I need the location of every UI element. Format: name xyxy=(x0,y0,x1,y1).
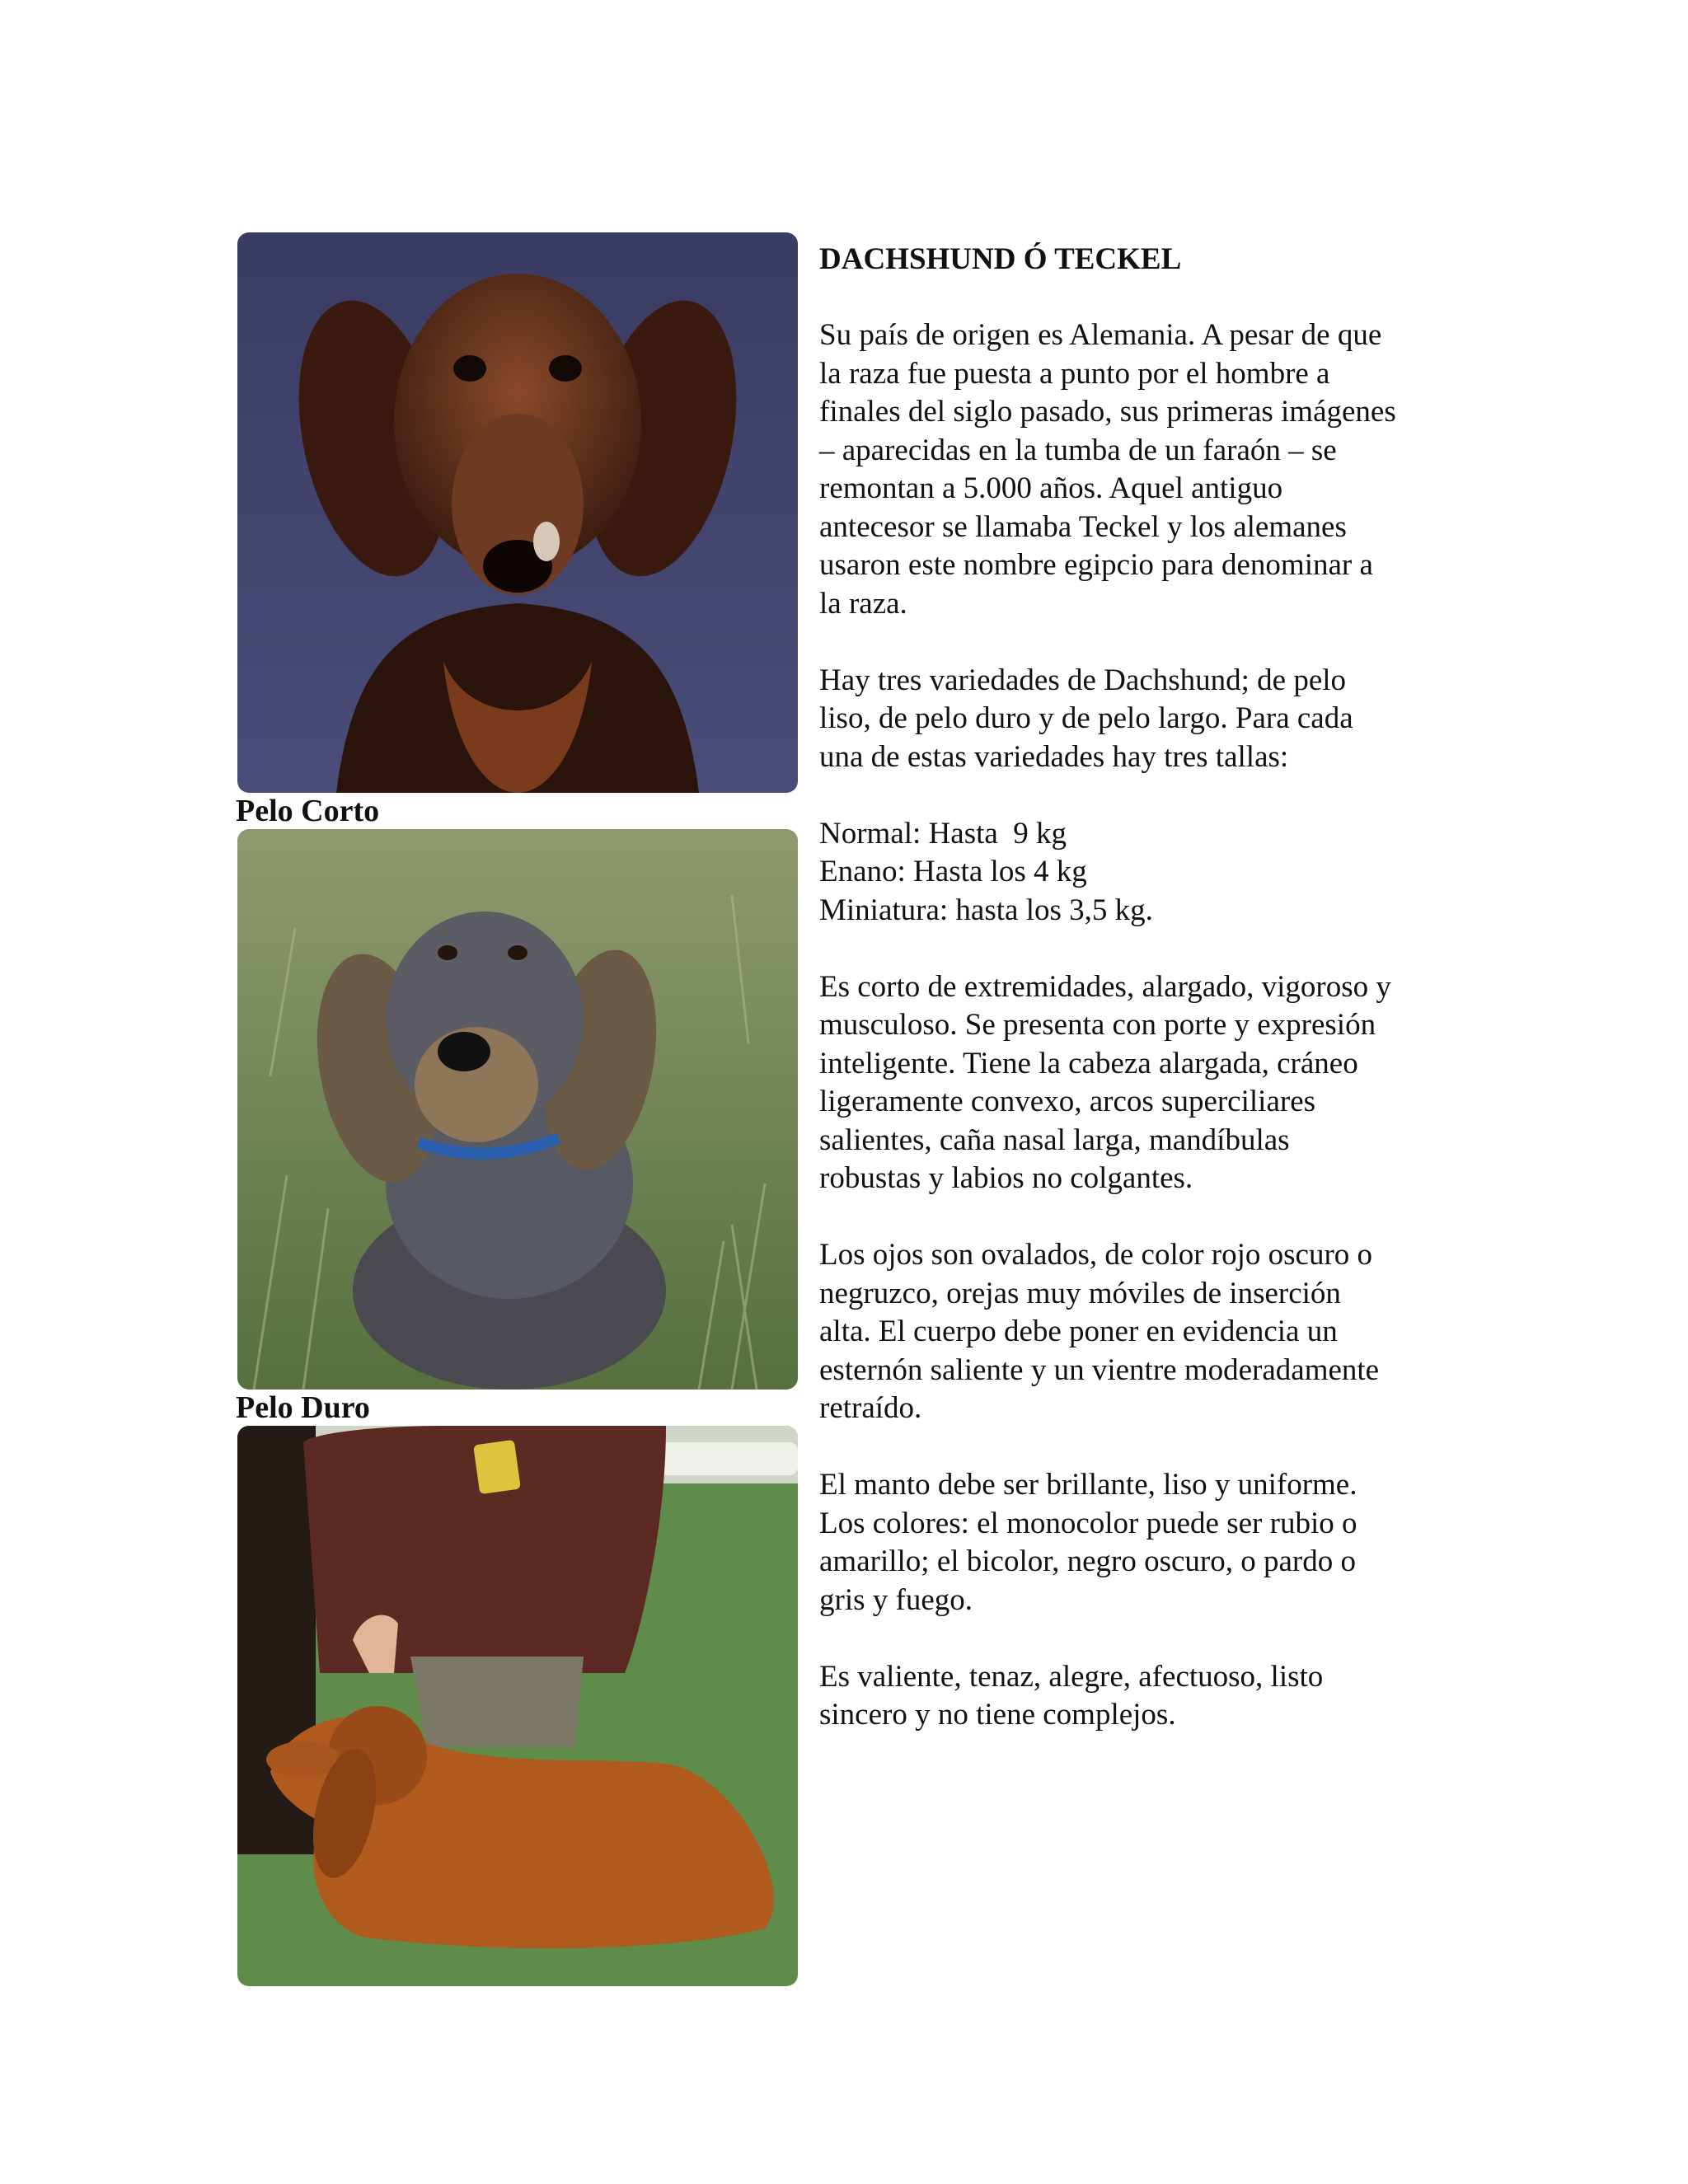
paragraph-line: El manto debe ser brillante, liso y uniforme. xyxy=(819,1468,1357,1502)
paragraph xyxy=(819,1236,1479,1428)
paragraph xyxy=(819,662,1479,777)
paragraph-line: retraído. xyxy=(819,1391,922,1425)
caption-wire-hair: Pelo Duro xyxy=(236,1390,370,1425)
wire-hair-dachshund-photo xyxy=(237,829,798,1390)
paragraph-line: Enano: Hasta los 4 kg xyxy=(819,855,1087,888)
paragraph-line: la raza fue puesta a punto por el hombre a xyxy=(819,356,1330,391)
paragraph-line: alta. El cuerpo debe poner en evidencia un xyxy=(819,1315,1338,1348)
short-hair-dachshund-photo xyxy=(237,232,798,793)
paragraph-line: robustas y labios no colgantes. xyxy=(819,1161,1193,1195)
paragraph-line: esternón saliente y un vientre moderadamente xyxy=(819,1352,1380,1387)
paragraph-line: finales del siglo pasado, sus primeras imágenes xyxy=(819,395,1396,429)
paragraph-line: salientes, caña nasal larga, mandíbulas xyxy=(819,1122,1290,1157)
paragraph-line: – aparecidas en la tumba de un faraón – se xyxy=(819,433,1337,467)
paragraph-line: sincero y no tiene complejos. xyxy=(819,1698,1176,1732)
paragraph-line: la raza. xyxy=(819,586,907,621)
article-text xyxy=(819,241,1479,1773)
paragraph xyxy=(819,1658,1479,1735)
paragraph xyxy=(819,968,1479,1198)
paragraph-line: remontan a 5.000 años. Aquel antiguo xyxy=(819,471,1283,505)
paragraph-line: antecesor se llamaba Teckel y los alemanes xyxy=(819,509,1347,544)
paragraph-line: amarillo; el bicolor, negro oscuro, o pardo o xyxy=(819,1544,1356,1578)
paragraph-line: Miniatura: hasta los 3,5 kg. xyxy=(819,893,1153,927)
paragraph-line: inteligente. Tiene la cabeza alargada, cráneo xyxy=(819,1046,1358,1080)
paragraph-line: usaron este nombre egipcio para denominar a xyxy=(819,548,1373,582)
article-body xyxy=(819,316,1479,1735)
caption-short-hair: Pelo Corto xyxy=(236,794,380,828)
paragraph-line: Es valiente, tenaz, alegre, afectuoso, listo xyxy=(819,1659,1324,1694)
paragraph-line: Los colores: el monocolor puede ser rubio o xyxy=(819,1506,1357,1540)
paragraph xyxy=(819,316,1479,623)
paragraph-line: Los ojos son ovalados, de color rojo oscuro o xyxy=(819,1238,1373,1272)
paragraph-line: Normal: Hasta 9 kg xyxy=(819,816,1067,851)
paragraph-line: Es corto de extremidades, alargado, vigoroso y xyxy=(819,969,1391,1004)
paragraph-line: ligeramente convexo, arcos superciliares xyxy=(819,1085,1316,1118)
paragraph-line: Su país de origen es Alemania. A pesar de que xyxy=(819,318,1382,352)
paragraph-line: musculoso. Se presenta con porte y expresión xyxy=(819,1008,1376,1042)
paragraph-line: liso, de pelo duro y de pelo largo. Para cada xyxy=(819,701,1353,735)
paragraph xyxy=(819,1466,1479,1619)
paragraph-line: gris y fuego. xyxy=(819,1582,973,1617)
paragraph-line: negruzco, orejas muy móviles de inserción xyxy=(819,1276,1341,1310)
long-hair-dachshund-photo xyxy=(237,1426,798,1986)
paragraph-line: una de estas variedades hay tres tallas: xyxy=(819,739,1289,774)
page-title: DACHSHUND Ó TECKEL xyxy=(819,242,1182,276)
paragraph xyxy=(819,815,1479,930)
paragraph-line: Hay tres variedades de Dachshund; de pelo xyxy=(819,663,1347,697)
